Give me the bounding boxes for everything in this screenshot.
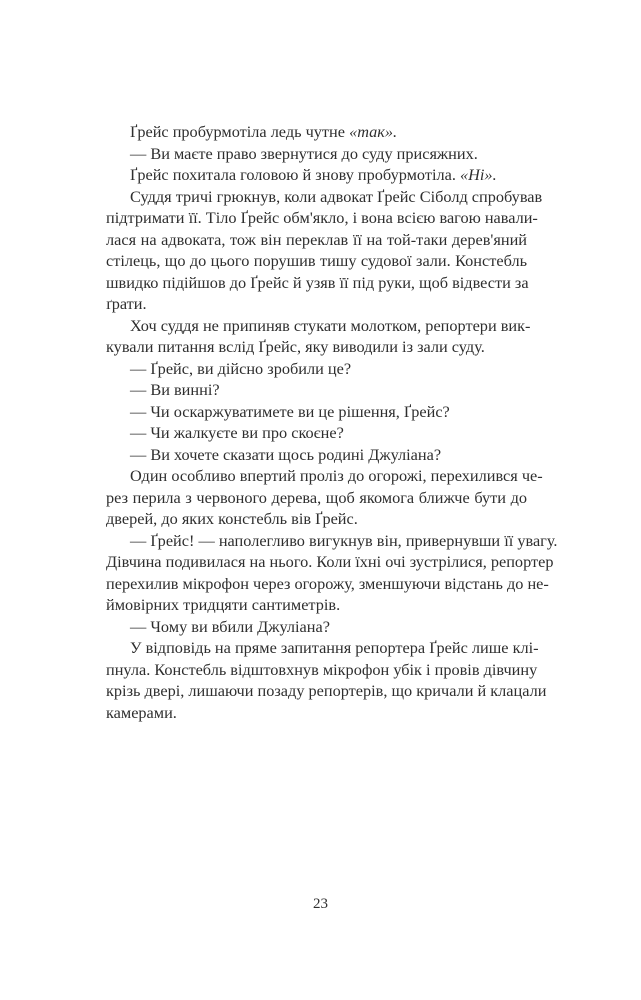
text-run: перехилив мікрофон через огорожу, зменшуючи відстань до не- (106, 573, 549, 593)
text-line (106, 680, 547, 702)
text-line (106, 659, 538, 681)
text-run: — Чи оскаржуватимете ви це рішення, Ґрейс? (130, 401, 450, 421)
text-run: ймовірних тридцяти сантиметрів. (106, 595, 341, 614)
text-run: У відповідь на пряме запитання репортера Ґрейс лише клі- (130, 638, 539, 657)
text-run: дверей, до яких констебль вів Ґрейс. (106, 509, 358, 528)
text-line (106, 444, 527, 466)
text-line (106, 702, 527, 724)
text-line (106, 465, 543, 487)
text-line (106, 293, 527, 315)
text-run: Суддя тричі грюкнув, коли адвокат Ґрейс Сіболд спробував (130, 186, 543, 206)
text-line (106, 422, 527, 444)
text-run: пнула. Констебль відштовхнув мікрофон убік і провів дівчину (106, 659, 538, 679)
text-run: ґрати. (106, 294, 147, 313)
text-run: рез перила з червоного дерева, щоб якомога ближче бути до (106, 487, 527, 507)
text-line (106, 551, 554, 573)
text-run: — Ви хочете сказати щось родині Джуліана? (130, 444, 442, 464)
page-number: 23 (313, 896, 328, 912)
text-line (106, 358, 527, 380)
text-run: кували питання вслід Ґрейс, яку виводили із зали суду. (106, 337, 485, 356)
text-line (106, 143, 527, 165)
text-line (106, 508, 527, 530)
text-line (106, 401, 527, 423)
text-run: — Ви винні? (130, 380, 220, 399)
text-run: Один особливо впертий проліз до огорожі, перехилився че- (130, 466, 543, 485)
text-line (106, 186, 543, 208)
text-line (106, 207, 538, 229)
text-line (106, 336, 527, 358)
italic-text: «так». (349, 122, 398, 141)
text-line (106, 229, 527, 251)
text-run: стілець, що до цього порушив тишу судової зали. Констебль (106, 251, 527, 270)
text-run: Ґрейс похитала головою й знову пробурмотіла. (130, 165, 460, 184)
text-line (106, 164, 527, 186)
text-run: — Ви маєте право звернутися до суду присяжних. (130, 143, 478, 163)
text-line (106, 379, 527, 401)
text-line (106, 616, 527, 638)
text-run: — Чи жалкуєте ви про скоєне? (130, 423, 344, 442)
text-line (106, 573, 549, 595)
text-run: Ґрейс пробурмотіла ледь чутне (130, 122, 350, 141)
text-run: Хоч суддя не припиняв стукати молотком, репортери вик- (130, 315, 531, 335)
text-run: лася на адвоката, тож він переклав її на той-таки дерев'яний (106, 229, 527, 249)
text-run: швидко підійшов до Ґрейс й узяв її під руки, щоб відвести за (106, 272, 529, 292)
text-run: — Ґрейс! — наполегливо вигукнув він, привернувши її увагу. (130, 530, 558, 550)
text-line (106, 637, 539, 659)
text-line (106, 121, 527, 143)
text-run: крізь двері, лишаючи позаду репортерів, що кричали й клацали (106, 681, 547, 700)
text-run: камерами. (106, 702, 177, 722)
text-line (106, 272, 527, 294)
text-line (106, 250, 527, 272)
text-run: — Чому ви вбили Джуліана? (130, 616, 330, 636)
text-run: Дівчина подивилася на нього. Коли їхні очі зустрілися, репортер (106, 552, 554, 571)
text-line (106, 530, 558, 552)
italic-text: «Ні». (460, 165, 497, 184)
body-text (106, 121, 558, 723)
text-line (106, 315, 531, 337)
text-line (106, 594, 527, 616)
text-run: підтримати її. Тіло Ґрейс обм'якло, і вона всією вагою навали- (106, 208, 538, 227)
text-run: — Ґрейс, ви дійсно зробили це? (130, 358, 352, 378)
text-line (106, 487, 527, 509)
